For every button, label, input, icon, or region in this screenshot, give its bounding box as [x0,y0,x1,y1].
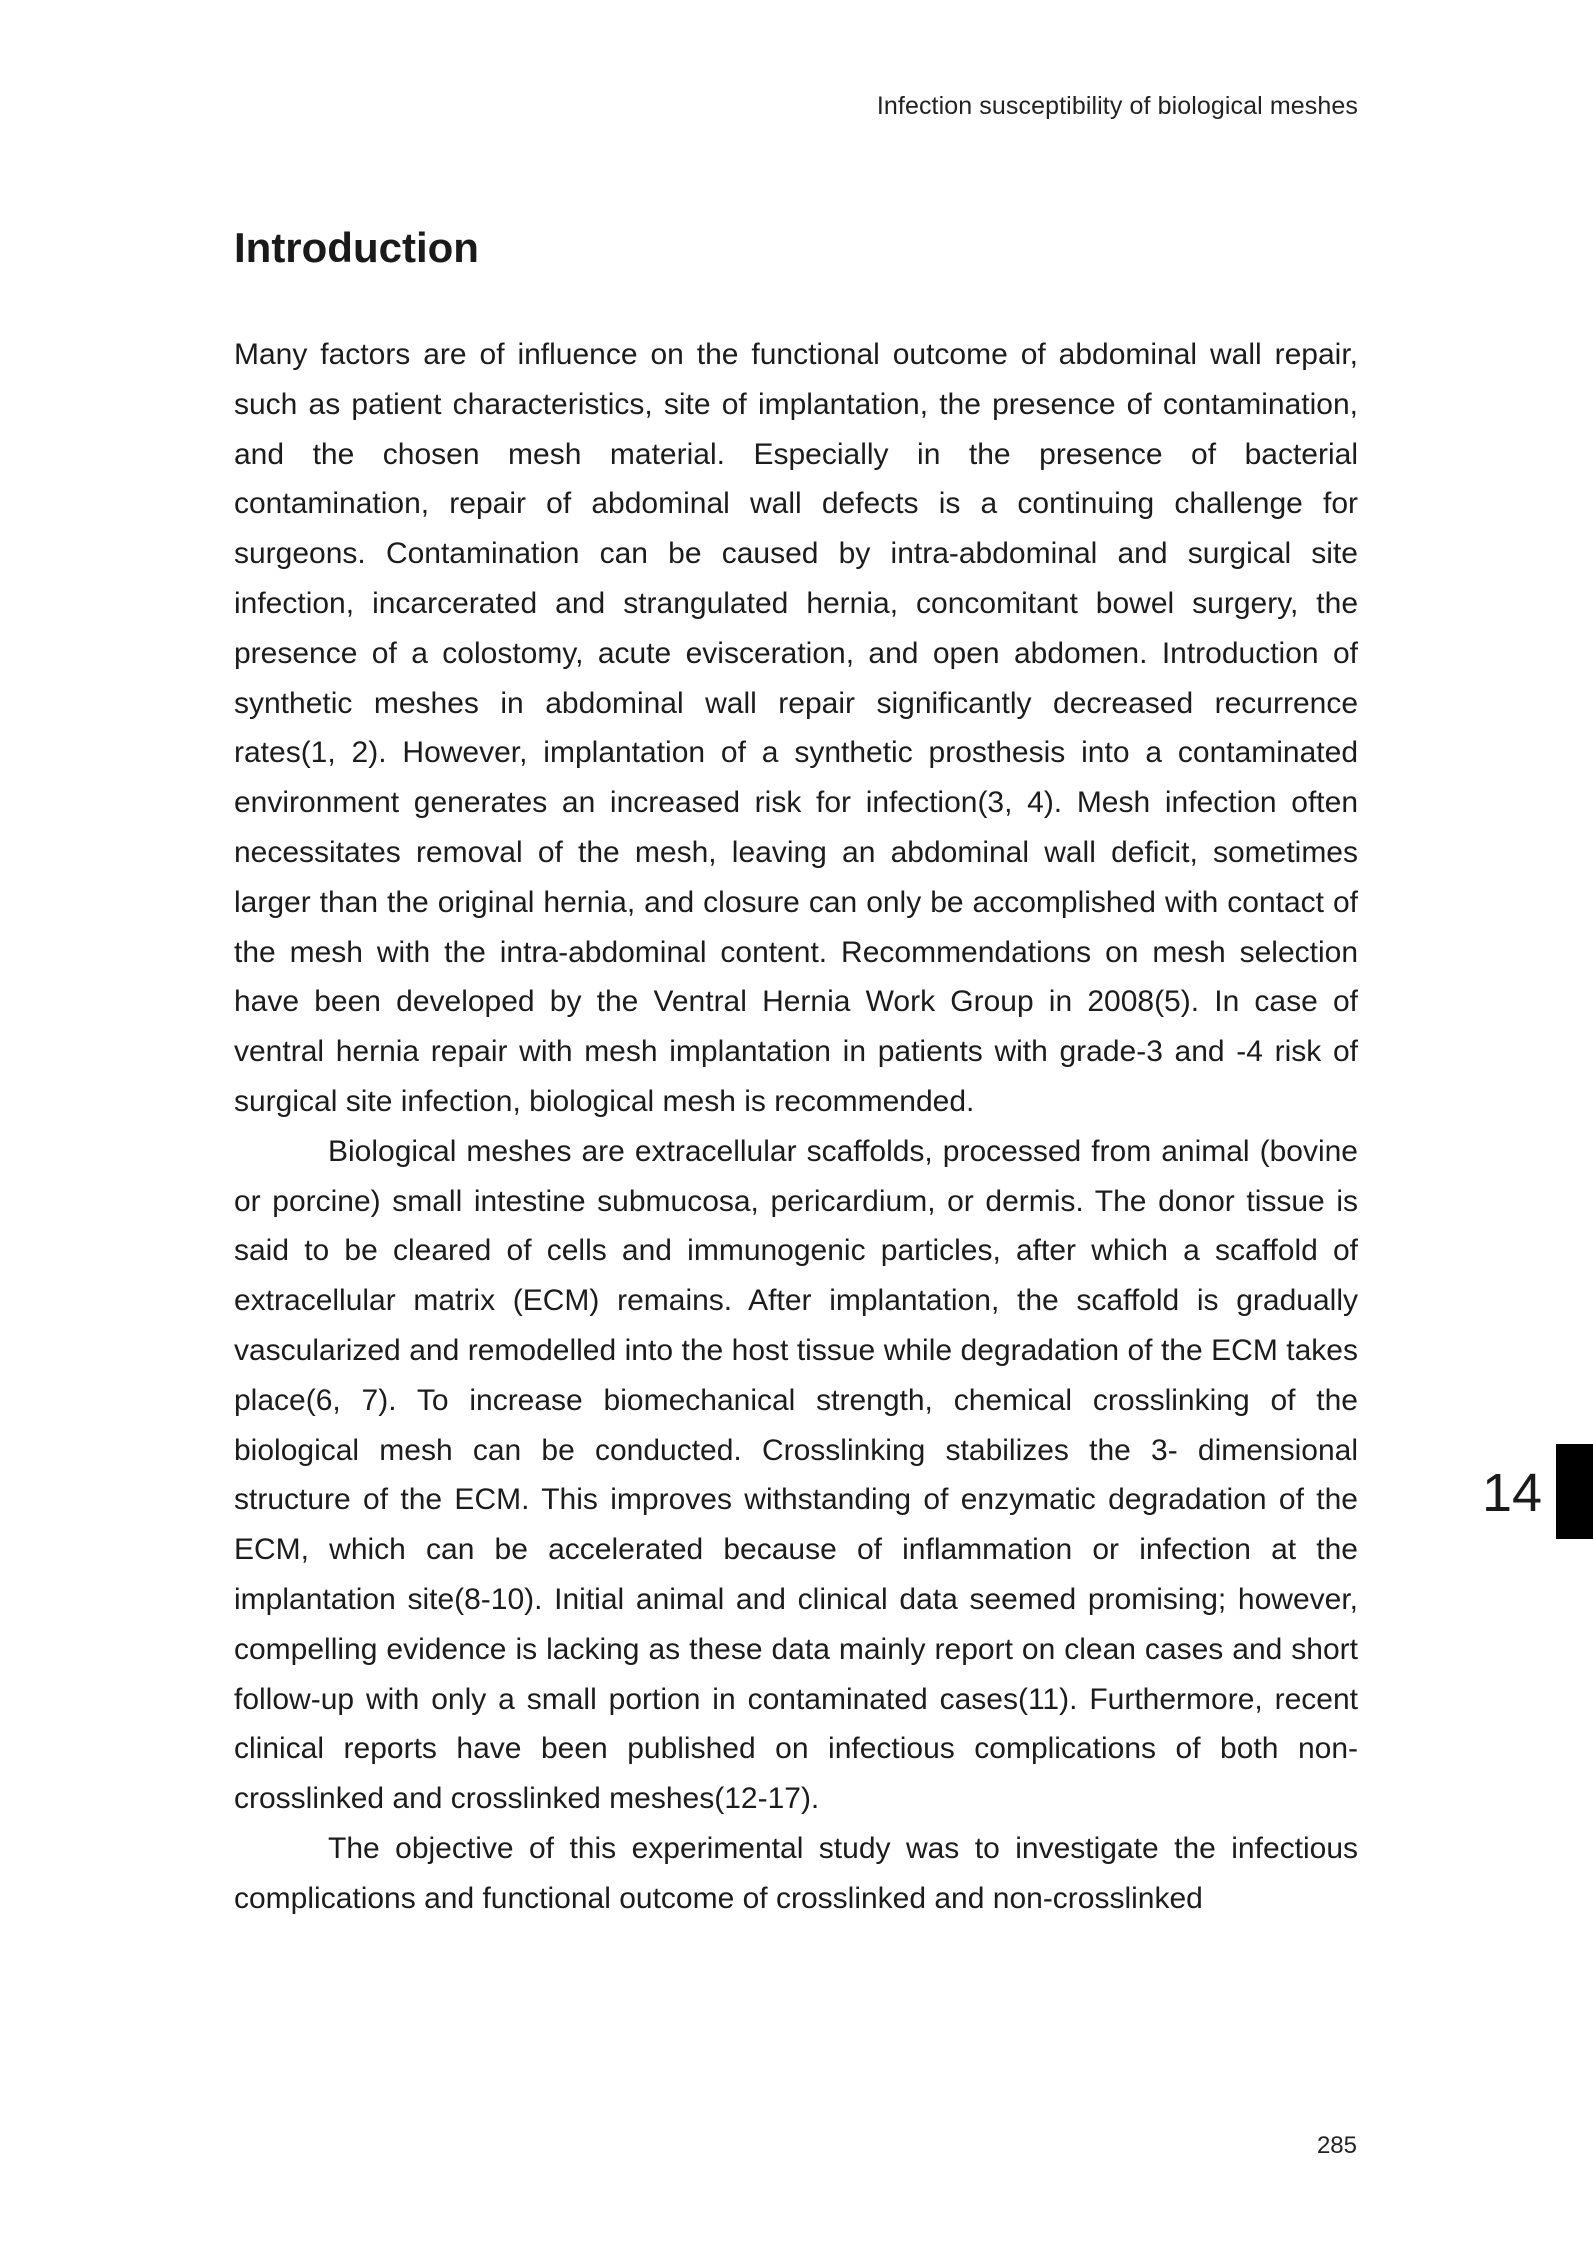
section-title: Introduction [234,224,479,271]
paragraph-2: Biological meshes are extracellular scaffolds, processed from animal (bovine or porcine) small intestine submucosa, pericardium, or dermis. The donor tissue is said to be cleared of cells and immunogenic particles, after which a scaffold of extracellular matrix (ECM) remains. After implantation, the scaffold is gradually vascularized and remodelled into the host tissue while degradation of the ECM takes place(6, 7). To increase biomechanical strength, chemical crosslinking of the biological mesh can be conducted. Crosslinking stabilizes the 3- dimensional structure of the ECM. This improves withstanding of enzymatic degradation of the ECM, which can be accelerated because of inflammation or infection at the implantation site(8-10). Initial animal and clinical data seemed promising; however, compelling evidence is lacking as these data mainly report on clean cases and short follow-up with only a small portion in contaminated cases(11). Furthermore, recent clinical reports have been published on infectious complications of both non-crosslinked and crosslinked meshes(12-17). [234,1134,1358,1816]
paragraph-1: Many factors are of influence on the functional outcome of abdominal wall repair, such as patient characteristics, site of implantation, the presence of contamination, and the chosen mesh material. Especially in the presence of bacterial contamination, repair of abdominal wall defects is a continuing challenge for surgeons. Contamination can be caused by intra-abdominal and surgical site infection, incarcerated and strangulated hernia, concomitant bowel surgery, the presence of a colostomy, acute evisceration, and open abdomen. Introduction of synthetic meshes in abdominal wall repair significantly decreased recurrence rates(1, 2). However, implantation of a synthetic prosthesis into a contaminated environment generates an increased risk for infection(3, 4). Mesh infection often necessitates removal of the mesh, leaving an abdominal wall deficit, sometimes larger than the original hernia, and closure can only be accomplished with contact of the mesh with the intra-abdominal content. Recommendations on mesh selection have been developed by the Ventral Hernia Work Group in 2008(5). In case of ventral hernia repair with mesh implantation in patients with grade-3 and -4 risk of surgical site infection, biological mesh is recommended. [234,338,1358,1118]
page-number: 285 [1316,2132,1357,2159]
running-header: Infection susceptibility of biological meshes [876,92,1358,120]
chapter-number: 14 [1482,1463,1543,1523]
paragraph-3: The objective of this experimental study was to investigate the infectious complications and functional outcome of crosslinked and non-crosslinked [234,1831,1358,1915]
body-text [234,330,1358,1924]
chapter-tab-marker [1556,1444,1593,1539]
